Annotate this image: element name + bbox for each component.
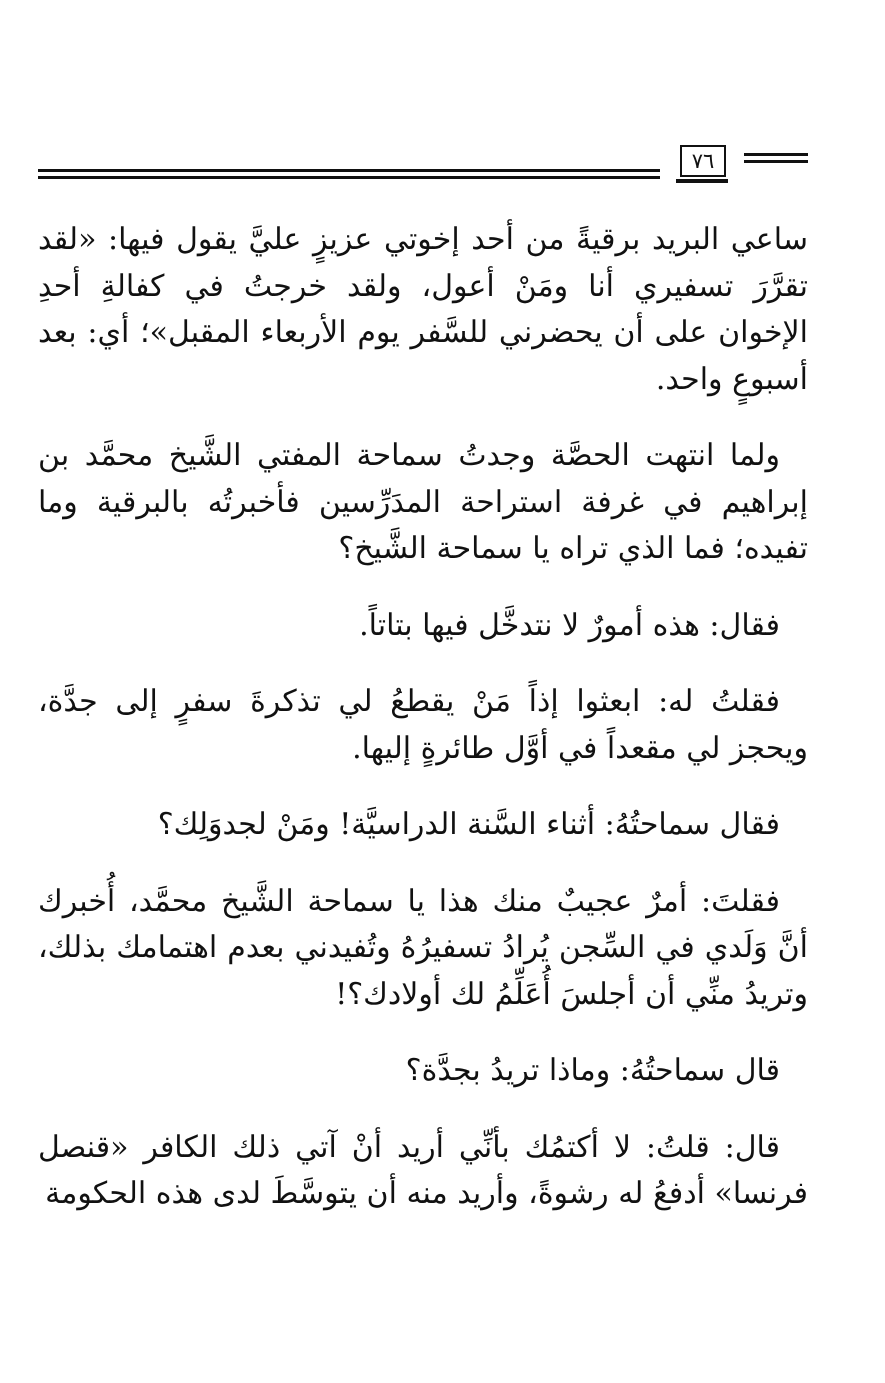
paragraph-7: قال سماحتُهُ: وماذا تريدُ بجدَّة؟ bbox=[405, 1053, 780, 1088]
paragraph-6: فقلتَ: أمرٌ عجيبٌ منك هذا يا سماحة الشَّيخ محمَّد، أُخبرك أنَّ وَلَدي في السِّجن يُرادُ تسفيرُهُ وتُفيدني بعدم اهتمامك بذلك، وتريدُ منِّي أن أجلسَ أُعَلِّمُ لك أولادك؟! bbox=[38, 883, 808, 1012]
header-rule-left-top bbox=[38, 169, 660, 172]
paragraph-1: ساعي البريد برقيةً من أحد إخوتي عزيزٍ عليَّ يقول فيها: «لقد تقرَّرَ تسفيري أنا ومَنْ أعول، ولقد خرجتُ في كفالةِ أحدِ الإخوان على أن يحضرني للسَّفر يوم الأربعاء المقبل»؛ أي: بعد أسبوعٍ واحد. bbox=[38, 222, 808, 397]
paragraph-2: ولما انتهت الحصَّة وجدتُ سماحة المفتي الشَّيخ محمَّد بن إبراهيم في غرفة استراحة المدَرِّسين فأخبرتُه بالبرقية وما تفيده؛ فما الذي تراه يا سماحة الشَّيخ؟ bbox=[38, 438, 808, 566]
paragraph-3: فقال: هذه أمورٌ لا نتدخَّل فيها بتاتاً. bbox=[359, 607, 780, 643]
header-rule-right-top bbox=[744, 153, 808, 156]
paragraph-8: قال: قلتُ: لا أكتمُك بأنِّي أريد أنْ آتي ذلك الكافر «قنصل فرنسا» أدفعُ له رشوةً، وأريد منه أن يتوسَّطَ لدى هذه الحكومة bbox=[38, 1129, 808, 1211]
page-body bbox=[38, 217, 808, 1248]
paragraph-4: فقلتُ له: ابعثوا إذاً مَنْ يقطعُ لي تذكرةَ سفرٍ إلى جدَّة، ويحجز لي مقعداً في أوَّل طائرةٍ إليها. bbox=[38, 684, 808, 766]
paragraph-5: فقال سماحتُهُ: أثناء السَّنة الدراسيَّة! ومَنْ لجدوَلِك؟ bbox=[157, 807, 780, 842]
header-rule-left-bottom bbox=[38, 176, 660, 179]
page-header bbox=[38, 140, 808, 190]
page-number: ٧٦ bbox=[680, 145, 726, 177]
header-rule-right-bottom bbox=[744, 160, 808, 163]
